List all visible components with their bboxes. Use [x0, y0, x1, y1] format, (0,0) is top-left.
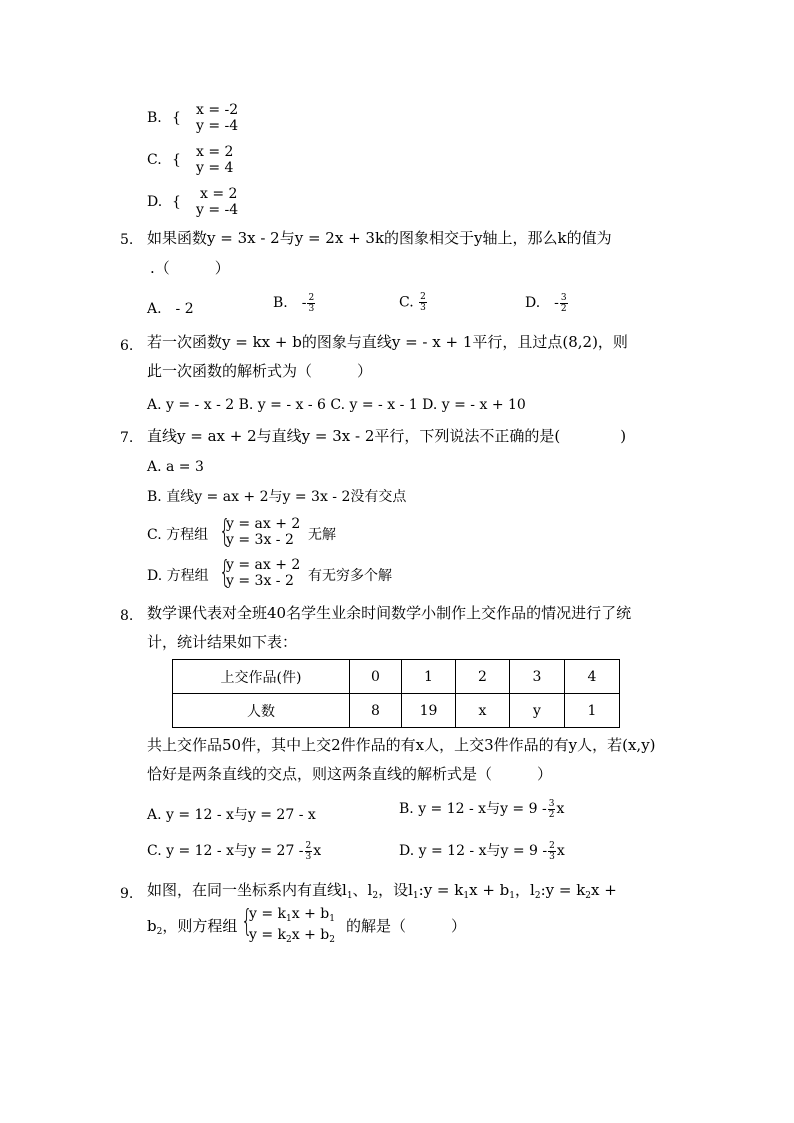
q8-text-line3: 共上交作品50件，其中上交2件作品的有x人，上交3件作品的有y人，若(x,y) — [147, 736, 656, 754]
q8-optc-pre: C. y = 12 - x与y = 27 - — [147, 843, 304, 859]
table-cell: 8 — [350, 694, 402, 728]
q9-sub: 2 — [329, 935, 335, 945]
q8-optd-fraction — [548, 841, 556, 862]
q4-optc-brace: { — [172, 152, 181, 168]
q9-t1d: :y = k — [418, 881, 464, 899]
q6-text-line2: 此一次函数的解析式为（ ） — [147, 362, 373, 380]
q4-optb-line1: x = -2 — [196, 102, 239, 118]
q7-number: 7. — [120, 430, 134, 446]
q8-option-c — [147, 840, 321, 862]
q4-option-c — [147, 152, 162, 168]
table-cell: x — [456, 694, 510, 728]
q7-optd-tail: 有无穷多个解 — [308, 568, 392, 584]
q6-text-line1: 若一次函数y = kx + b的图象与直线y = - x + 1平行，且过点(8,2)，则 — [147, 333, 628, 351]
q5-option-a: A. - 2 — [147, 301, 194, 317]
q8-number: 8. — [120, 608, 134, 624]
q4-optd-brace: { — [172, 194, 181, 210]
q9-sub: 1 — [329, 914, 335, 924]
q9-sub: 2 — [156, 927, 163, 937]
q7-text-line1: 直线y = ax + 2与直线y = 3x - 2平行，下列说法不正确的是( ) — [147, 427, 627, 445]
q6-number: 6. — [120, 338, 134, 354]
table-cell: 上交作品(件) — [173, 660, 350, 694]
q4-optb-system — [196, 102, 238, 134]
q5-optd-num: 3 — [560, 292, 567, 303]
q4-optb-brace: { — [172, 110, 181, 126]
q9-sys: x + b — [291, 927, 330, 943]
table-cell: 2 — [456, 660, 510, 694]
table-cell: 0 — [350, 660, 402, 694]
q9-t1a: 如图，在同一坐标系内有直线l — [147, 881, 347, 899]
table-cell: 人数 — [173, 694, 350, 728]
q5-optc-den: 3 — [420, 303, 426, 313]
q8-optc-den: 3 — [305, 851, 312, 862]
q5-text-line2: .（ ） — [150, 259, 230, 277]
q8-text-line4: 恰好是两条直线的交点，则这两条直线的解析式是（ ） — [147, 765, 553, 783]
q7-optd-system — [226, 557, 300, 589]
table-cell: 4 — [565, 660, 620, 694]
q8-text-line2: 计，统计结果如下表： — [147, 633, 298, 651]
q9-sys: x + b — [291, 906, 330, 922]
table-row — [173, 694, 620, 728]
q7-optd-brace: { — [219, 555, 231, 590]
q8-option-d — [399, 840, 565, 862]
q8-option-a: A. y = 12 - x与y = 27 - x — [147, 807, 316, 823]
q7-optd-line2: y = 3x - 2 — [226, 573, 294, 589]
q8-optd-num: 2 — [549, 840, 555, 851]
q5-optd-fraction — [560, 293, 568, 314]
q7-optc-line1: y = ax + 2 — [226, 516, 301, 532]
q5-optc-num: 2 — [420, 292, 426, 302]
q7-optc-system — [226, 516, 300, 548]
q9-sub: 2 — [286, 935, 292, 945]
q8-optd-post: x — [556, 843, 565, 859]
q5-optb-num: 2 — [308, 292, 315, 303]
q7-optd-label: D. 方程组 — [147, 568, 209, 584]
q5-text-line1: 如果函数y = 3x - 2与y = 2x + 3k的图象相交于y轴上，那么k的值为 — [147, 229, 612, 247]
q9-system-line1 — [249, 906, 335, 927]
q9-sub: 2 — [534, 891, 541, 901]
q4-optc-label: C. — [147, 152, 162, 168]
table-row-header — [173, 660, 620, 694]
q7-option-a: A. a = 3 — [147, 459, 204, 475]
q8-optb-pre: B. y = 12 - x与y = 9 - — [399, 801, 547, 817]
q5-number: 5. — [120, 232, 134, 248]
q7-option-b: B. 直线y = ax + 2与y = 3x - 2没有交点 — [147, 489, 407, 505]
q9-text-line2-end: 的解是（ ） — [346, 917, 467, 935]
q8-optd-den: 3 — [549, 851, 555, 862]
q9-system — [249, 906, 335, 948]
table-cell: 1 — [565, 694, 620, 728]
q5-option-d — [525, 292, 569, 314]
q8-optc-post: x — [313, 843, 322, 859]
q9-t2a: b — [147, 917, 157, 935]
q9-t1b: 、l — [352, 881, 373, 899]
q9-text-line2-start — [147, 916, 237, 942]
q6-options: A. y = - x - 2 B. y = - x - 6 C. y = - x - 1 D. y = - x + 10 — [147, 397, 526, 413]
q8-optc-fraction — [305, 841, 313, 862]
q9-sub: 1 — [412, 891, 419, 901]
q8-optb-den: 2 — [548, 809, 555, 820]
q8-optb-post: x — [556, 801, 565, 817]
q9-sub: 1 — [463, 891, 470, 901]
table-cell: 3 — [510, 660, 565, 694]
q7-optc-line2: y = 3x - 2 — [226, 532, 294, 548]
q4-optd-system — [196, 186, 238, 218]
q8-optb-fraction — [548, 799, 556, 820]
q4-optb-line2: y = -4 — [196, 118, 239, 134]
q8-option-b — [399, 798, 564, 820]
q9-sub: 1 — [286, 914, 292, 924]
q9-sub: 2 — [585, 891, 592, 901]
statistics-table — [172, 659, 620, 728]
q9-system-line2 — [249, 927, 335, 948]
q9-t1g: :y = k — [540, 881, 586, 899]
q9-t2b: ，则方程组 — [162, 917, 238, 935]
table-cell: 19 — [402, 694, 456, 728]
q4-option-b — [147, 110, 162, 126]
q9-t1e: x + b — [469, 881, 510, 899]
q8-optb-num: 3 — [548, 798, 555, 809]
q5-optb-label: B. - — [273, 295, 307, 311]
q5-optc-label: C. — [399, 294, 414, 311]
q9-number: 9. — [120, 886, 134, 902]
q4-option-d — [147, 194, 162, 210]
q4-optc-system — [196, 144, 233, 176]
q9-sys: y = k — [249, 906, 287, 922]
q9-t1f: ，l — [515, 881, 535, 899]
q5-optd-den: 2 — [560, 303, 567, 314]
q7-optc-tail: 无解 — [308, 527, 336, 543]
q5-optc-fraction — [419, 292, 427, 313]
q9-sub: 1 — [346, 891, 353, 901]
q9-sub: 2 — [372, 891, 379, 901]
q7-optd-line1: y = ax + 2 — [226, 557, 301, 573]
q7-optc-brace: { — [219, 514, 231, 549]
q4-optd-line2: y = -4 — [196, 202, 239, 218]
q4-optc-line1: x = 2 — [196, 144, 234, 160]
q9-text-line1 — [147, 880, 617, 906]
q5-option-c — [399, 292, 428, 313]
table-cell: y — [510, 694, 565, 728]
q4-optd-label: D. — [147, 194, 163, 210]
q5-optd-label: D. - — [525, 295, 559, 311]
q8-text-line1: 数学课代表对全班40名学生业余时间数学小制作上交作品的情况进行了统 — [147, 604, 632, 622]
q8-optd-pre: D. y = 12 - x与y = 9 - — [399, 843, 548, 859]
q5-option-b — [273, 292, 316, 314]
q8-optc-num: 2 — [305, 840, 312, 851]
q9-t1c: ，设l — [378, 881, 413, 899]
q9-t1h: x + — [591, 881, 617, 899]
q9-system-brace: { — [241, 904, 253, 939]
q4-optd-line1: x = 2 — [200, 186, 238, 202]
q5-optb-fraction — [307, 293, 315, 314]
q9-sys: y = k — [249, 927, 287, 943]
table-cell: 1 — [402, 660, 456, 694]
q7-optc-label: C. 方程组 — [147, 527, 209, 543]
q9-sub: 1 — [509, 891, 516, 901]
q4-optb-label: B. — [147, 110, 162, 126]
q5-optb-den: 3 — [308, 303, 315, 314]
q4-optc-line2: y = 4 — [196, 160, 234, 176]
